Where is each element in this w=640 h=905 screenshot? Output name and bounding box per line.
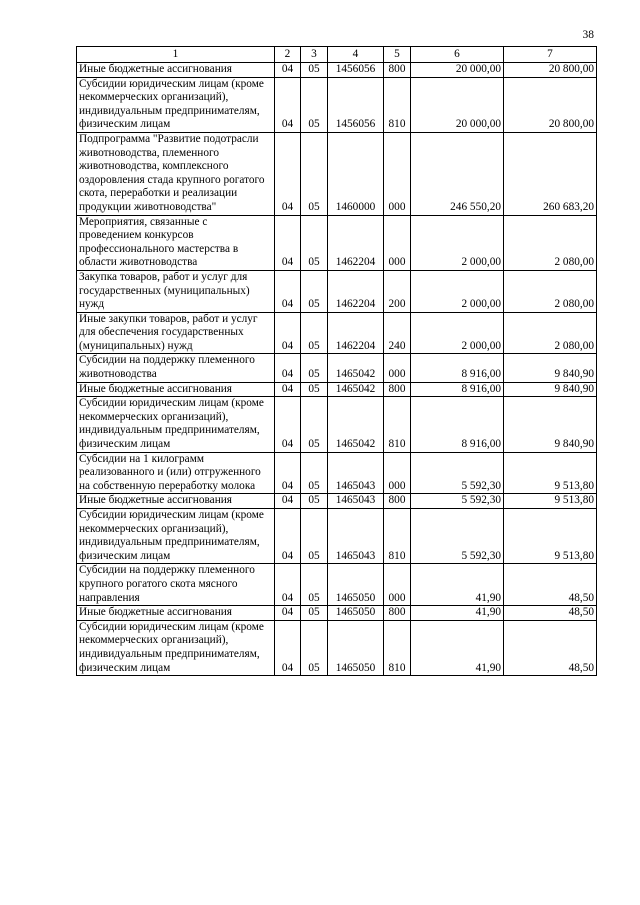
row-name-cell: Субсидии юридическим лицам (кроме некоммерческих организаций), индивидуальным предпринимателям, физическим лицам xyxy=(77,397,275,452)
amount-year1-cell: 5 592,30 xyxy=(411,452,504,494)
section-code-cell: 04 xyxy=(275,494,301,509)
section-code-cell: 04 xyxy=(275,132,301,215)
section-code-cell: 04 xyxy=(275,620,301,675)
amount-year2-cell: 48,50 xyxy=(504,606,597,621)
row-name-cell: Субсидии юридическим лицам (кроме некоммерческих организаций), индивидуальным предпринимателям, физическим лицам xyxy=(77,77,275,132)
column-header: 3 xyxy=(301,47,328,63)
expense-type-cell: 800 xyxy=(384,63,411,78)
column-header: 4 xyxy=(328,47,384,63)
header-row xyxy=(77,47,597,63)
section-code-cell: 04 xyxy=(275,606,301,621)
subsection-code-cell: 05 xyxy=(301,312,328,354)
table-row xyxy=(77,564,597,606)
column-header: 2 xyxy=(275,47,301,63)
expense-type-cell: 800 xyxy=(384,606,411,621)
amount-year2-cell: 260 683,20 xyxy=(504,132,597,215)
section-code-cell: 04 xyxy=(275,312,301,354)
amount-year2-cell: 2 080,00 xyxy=(504,270,597,312)
expense-type-cell: 000 xyxy=(384,564,411,606)
row-name-cell: Субсидии на поддержку племенного крупного рогатого скота мясного направления xyxy=(77,564,275,606)
row-name-cell: Подпрограмма "Развитие подотрасли животноводства, племенного животноводства, комплексного оздоровления стада крупного рогатого скота, переработки и реализации продукции животноводства" xyxy=(77,132,275,215)
subsection-code-cell: 05 xyxy=(301,606,328,621)
amount-year1-cell: 2 000,00 xyxy=(411,312,504,354)
section-code-cell: 04 xyxy=(275,215,301,270)
amount-year2-cell: 20 800,00 xyxy=(504,77,597,132)
target-article-cell: 1465043 xyxy=(328,452,384,494)
amount-year1-cell: 41,90 xyxy=(411,620,504,675)
table-body xyxy=(77,63,597,676)
target-article-cell: 1456056 xyxy=(328,77,384,132)
expense-type-cell: 000 xyxy=(384,452,411,494)
section-code-cell: 04 xyxy=(275,382,301,397)
subsection-code-cell: 05 xyxy=(301,270,328,312)
table-row xyxy=(77,215,597,270)
table-row xyxy=(77,132,597,215)
row-name-cell: Иные бюджетные ассигнования xyxy=(77,382,275,397)
expense-type-cell: 000 xyxy=(384,215,411,270)
amount-year2-cell: 9 513,80 xyxy=(504,452,597,494)
expense-type-cell: 000 xyxy=(384,354,411,382)
amount-year1-cell: 5 592,30 xyxy=(411,494,504,509)
amount-year1-cell: 20 000,00 xyxy=(411,77,504,132)
subsection-code-cell: 05 xyxy=(301,397,328,452)
amount-year1-cell: 8 916,00 xyxy=(411,397,504,452)
section-code-cell: 04 xyxy=(275,397,301,452)
column-header: 1 xyxy=(77,47,275,63)
table-row xyxy=(77,606,597,621)
target-article-cell: 1465043 xyxy=(328,509,384,564)
amount-year2-cell: 9 513,80 xyxy=(504,494,597,509)
section-code-cell: 04 xyxy=(275,77,301,132)
subsection-code-cell: 05 xyxy=(301,77,328,132)
target-article-cell: 1465042 xyxy=(328,354,384,382)
table-row xyxy=(77,77,597,132)
expense-type-cell: 810 xyxy=(384,509,411,564)
amount-year2-cell: 20 800,00 xyxy=(504,63,597,78)
target-article-cell: 1462204 xyxy=(328,215,384,270)
amount-year1-cell: 41,90 xyxy=(411,606,504,621)
target-article-cell: 1465050 xyxy=(328,564,384,606)
table-row xyxy=(77,270,597,312)
amount-year1-cell: 2 000,00 xyxy=(411,270,504,312)
amount-year2-cell: 9 840,90 xyxy=(504,382,597,397)
amount-year2-cell: 9 840,90 xyxy=(504,354,597,382)
expense-type-cell: 800 xyxy=(384,382,411,397)
target-article-cell: 1462204 xyxy=(328,270,384,312)
amount-year1-cell: 5 592,30 xyxy=(411,509,504,564)
amount-year2-cell: 2 080,00 xyxy=(504,215,597,270)
amount-year1-cell: 2 000,00 xyxy=(411,215,504,270)
row-name-cell: Мероприятия, связанные с проведением конкурсов профессионального мастерства в области животноводства xyxy=(77,215,275,270)
table-row xyxy=(77,382,597,397)
target-article-cell: 1456056 xyxy=(328,63,384,78)
row-name-cell: Иные бюджетные ассигнования xyxy=(77,494,275,509)
section-code-cell: 04 xyxy=(275,270,301,312)
table-row xyxy=(77,620,597,675)
row-name-cell: Иные бюджетные ассигнования xyxy=(77,606,275,621)
table-row xyxy=(77,312,597,354)
amount-year1-cell: 41,90 xyxy=(411,564,504,606)
expense-type-cell: 810 xyxy=(384,620,411,675)
amount-year2-cell: 48,50 xyxy=(504,564,597,606)
amount-year2-cell: 2 080,00 xyxy=(504,312,597,354)
target-article-cell: 1462204 xyxy=(328,312,384,354)
subsection-code-cell: 05 xyxy=(301,382,328,397)
subsection-code-cell: 05 xyxy=(301,63,328,78)
section-code-cell: 04 xyxy=(275,509,301,564)
subsection-code-cell: 05 xyxy=(301,509,328,564)
expense-type-cell: 240 xyxy=(384,312,411,354)
table-row xyxy=(77,63,597,78)
row-name-cell: Субсидии на 1 килограмм реализованного и (или) отгруженного на собственную переработку молока xyxy=(77,452,275,494)
table-row xyxy=(77,452,597,494)
amount-year2-cell: 9 513,80 xyxy=(504,509,597,564)
column-header: 5 xyxy=(384,47,411,63)
page-number: 38 xyxy=(582,29,594,41)
budget-table xyxy=(76,46,597,676)
subsection-code-cell: 05 xyxy=(301,452,328,494)
subsection-code-cell: 05 xyxy=(301,132,328,215)
target-article-cell: 1465043 xyxy=(328,494,384,509)
amount-year1-cell: 246 550,20 xyxy=(411,132,504,215)
row-name-cell: Субсидии юридическим лицам (кроме некоммерческих организаций), индивидуальным предпринимателям, физическим лицам xyxy=(77,509,275,564)
table-row xyxy=(77,397,597,452)
table-row xyxy=(77,494,597,509)
table-row xyxy=(77,354,597,382)
row-name-cell: Закупка товаров, работ и услуг для государственных (муниципальных) нужд xyxy=(77,270,275,312)
target-article-cell: 1465050 xyxy=(328,606,384,621)
amount-year2-cell: 9 840,90 xyxy=(504,397,597,452)
subsection-code-cell: 05 xyxy=(301,620,328,675)
section-code-cell: 04 xyxy=(275,564,301,606)
expense-type-cell: 800 xyxy=(384,494,411,509)
target-article-cell: 1465050 xyxy=(328,620,384,675)
subsection-code-cell: 05 xyxy=(301,354,328,382)
column-header: 7 xyxy=(504,47,597,63)
row-name-cell: Субсидии юридическим лицам (кроме некоммерческих организаций), индивидуальным предпринимателям, физическим лицам xyxy=(77,620,275,675)
section-code-cell: 04 xyxy=(275,452,301,494)
subsection-code-cell: 05 xyxy=(301,215,328,270)
section-code-cell: 04 xyxy=(275,354,301,382)
target-article-cell: 1465042 xyxy=(328,397,384,452)
section-code-cell: 04 xyxy=(275,63,301,78)
table-header xyxy=(77,47,597,63)
column-header: 6 xyxy=(411,47,504,63)
row-name-cell: Иные бюджетные ассигнования xyxy=(77,63,275,78)
subsection-code-cell: 05 xyxy=(301,564,328,606)
expense-type-cell: 810 xyxy=(384,397,411,452)
target-article-cell: 1460000 xyxy=(328,132,384,215)
subsection-code-cell: 05 xyxy=(301,494,328,509)
amount-year2-cell: 48,50 xyxy=(504,620,597,675)
row-name-cell: Иные закупки товаров, работ и услуг для обеспечения государственных (муниципальных) нужд xyxy=(77,312,275,354)
table-row xyxy=(77,509,597,564)
amount-year1-cell: 8 916,00 xyxy=(411,382,504,397)
amount-year1-cell: 20 000,00 xyxy=(411,63,504,78)
row-name-cell: Субсидии на поддержку племенного животноводства xyxy=(77,354,275,382)
expense-type-cell: 200 xyxy=(384,270,411,312)
amount-year1-cell: 8 916,00 xyxy=(411,354,504,382)
expense-type-cell: 000 xyxy=(384,132,411,215)
expense-type-cell: 810 xyxy=(384,77,411,132)
target-article-cell: 1465042 xyxy=(328,382,384,397)
